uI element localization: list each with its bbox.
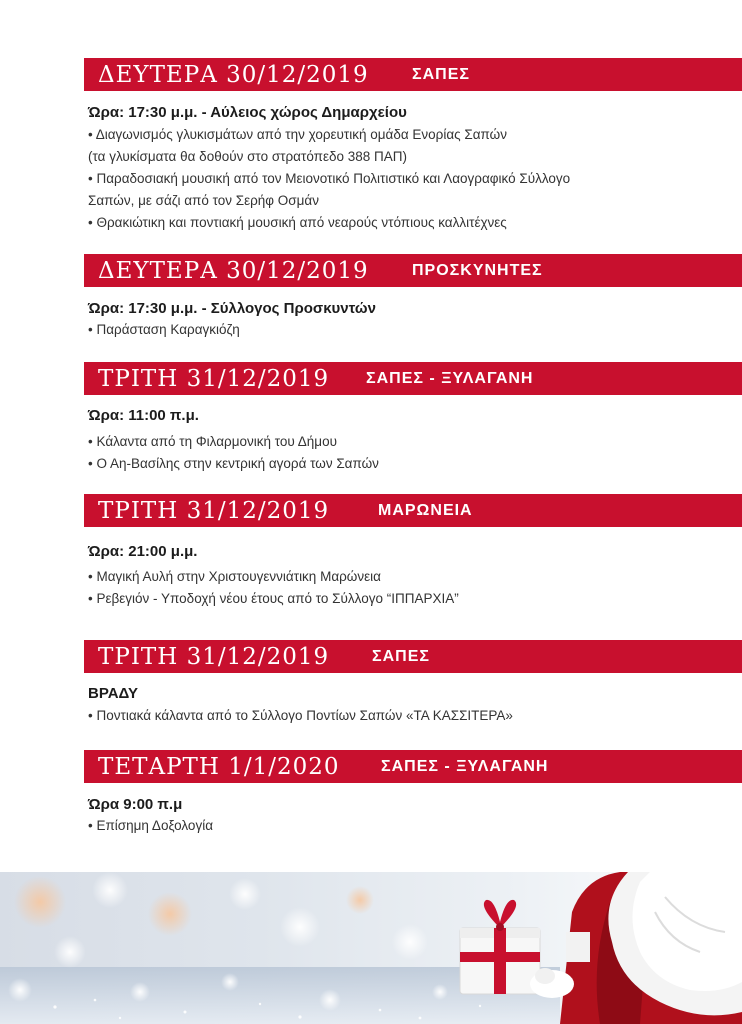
event-date: ΔΕΥΤΕΡΑ 30/12/2019 <box>98 61 369 88</box>
list-item: • Διαγωνισμός γλυκισμάτων από την χορευτική ομάδα Ενορίας Σαπών <box>88 127 507 142</box>
list-item: • Ποντιακά κάλαντα από το Σύλλογο Ποντίων Σαπών «ΤΑ ΚΑΣΣΙΤΕΡΑ» <box>88 708 513 723</box>
event-heading: Ώρα: 11:00 π.μ. <box>88 407 199 424</box>
event-date-bar <box>84 750 742 783</box>
event-date: ΤΡΙΤΗ 31/12/2019 <box>98 497 330 524</box>
event-date: ΤΕΤΑΡΤΗ 1/1/2020 <box>98 753 340 780</box>
event-date: ΤΡΙΤΗ 31/12/2019 <box>98 365 330 392</box>
event-place: ΜΑΡΩΝΕΙΑ <box>378 501 473 519</box>
list-item: • Επίσημη Δοξολογία <box>88 818 213 833</box>
event-heading: Ώρα: 17:30 μ.μ. - Αύλειος χώρος Δημαρχείου <box>88 104 407 121</box>
event-date: ΤΡΙΤΗ 31/12/2019 <box>98 643 330 670</box>
santa-gift-illustration <box>0 872 742 1024</box>
list-item: • Ο Αη-Βασίλης στην κεντρική αγορά των Σαπών <box>88 456 379 471</box>
event-heading: Ώρα 9:00 π.μ <box>88 796 183 813</box>
list-item: • Μαγική Αυλή στην Χριστουγεννιάτικη Μαρώνεια <box>88 569 381 584</box>
event-date: ΔΕΥΤΕΡΑ 30/12/2019 <box>98 257 369 284</box>
list-item: Σαπών, με σάζι από τον Σερήφ Οσμάν <box>88 193 319 208</box>
event-place: ΠΡΟΣΚΥΝΗΤΕΣ <box>412 261 543 279</box>
event-place: ΣΑΠΕΣ <box>372 647 430 665</box>
event-place: ΣΑΠΕΣ - ΞΥΛΑΓΑΝΗ <box>366 369 534 387</box>
list-item: • Θρακιώτικη και ποντιακή μουσική από νεαρούς ντόπιους καλλιτέχνες <box>88 215 507 230</box>
event-date-bar <box>84 58 742 91</box>
list-item: • Ρεβεγιόν - Υποδοχή νέου έτους από το Σύλλογο “ΙΠΠΑΡΧΙΑ” <box>88 591 459 606</box>
event-heading: ΒΡΑΔΥ <box>88 685 138 702</box>
list-item: (τα γλυκίσματα θα δοθούν στο στρατόπεδο 388 ΠΑΠ) <box>88 149 408 164</box>
event-items <box>88 124 570 234</box>
event-heading: Ώρα: 21:00 μ.μ. <box>88 543 198 560</box>
event-date-bar <box>84 494 742 527</box>
list-item: • Παράσταση Καραγκιόζη <box>88 322 240 337</box>
event-date-bar <box>84 362 742 395</box>
event-heading: Ώρα: 17:30 μ.μ. - Σύλλογος Προσκυντών <box>88 300 376 317</box>
event-date-bar <box>84 640 742 673</box>
event-items <box>88 815 213 837</box>
list-item: • Κάλαντα από τη Φιλαρμονική του Δήμου <box>88 434 337 449</box>
event-place: ΣΑΠΕΣ <box>412 65 470 83</box>
santa-gift-photo <box>0 872 742 1024</box>
event-date-bar <box>84 254 742 287</box>
list-item: • Παραδοσιακή μουσική από τον Μειονοτικό Πολιτιστικό και Λαογραφικό Σύλλογο <box>88 171 571 186</box>
event-place: ΣΑΠΕΣ - ΞΥΛΑΓΑΝΗ <box>381 757 549 775</box>
event-items <box>88 431 379 475</box>
event-items <box>88 319 240 341</box>
event-items <box>88 705 513 727</box>
event-items <box>88 566 459 610</box>
